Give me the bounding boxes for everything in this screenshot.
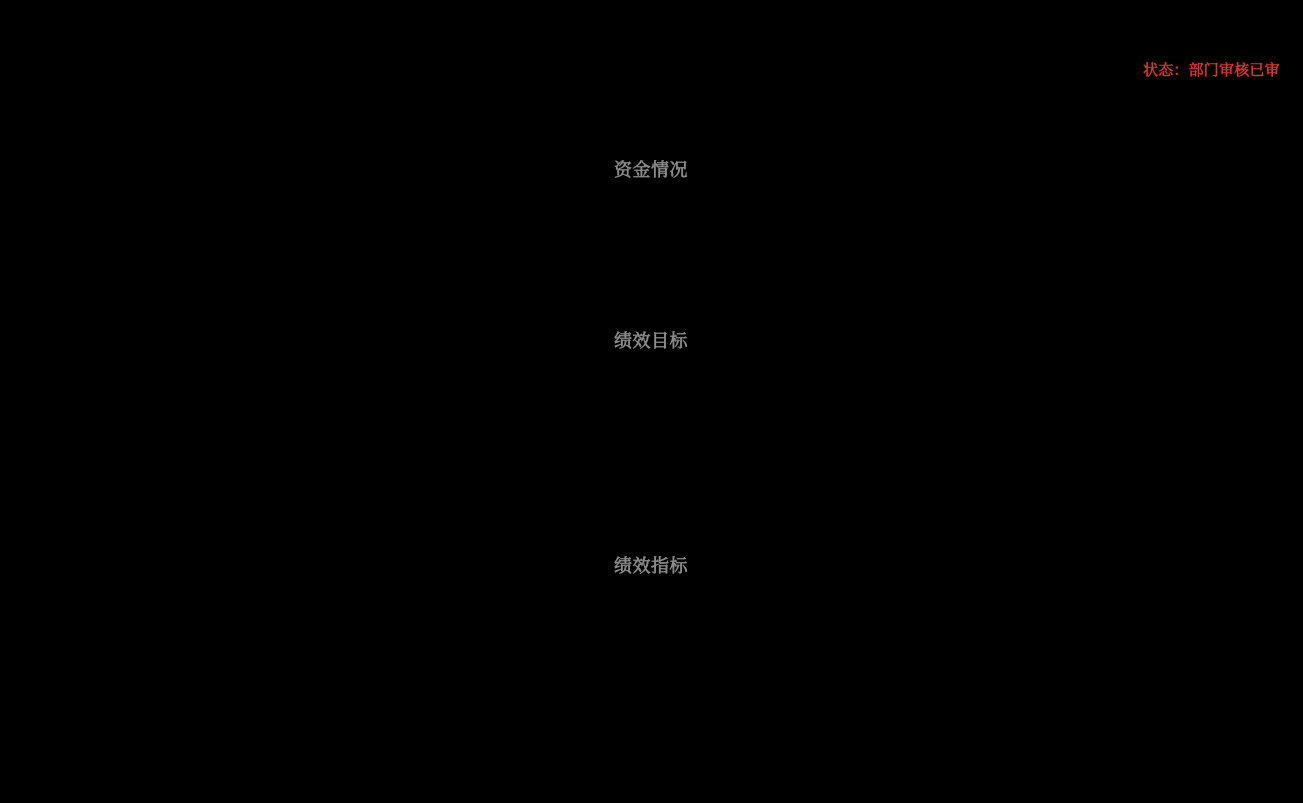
status-text: 状态：部门审核已审 [1143, 62, 1280, 79]
section-label-funding: 资金情况 [614, 160, 688, 180]
section-label-performance-goal: 绩效目标 [614, 331, 688, 351]
section-label-performance-indicator: 绩效指标 [614, 556, 688, 576]
